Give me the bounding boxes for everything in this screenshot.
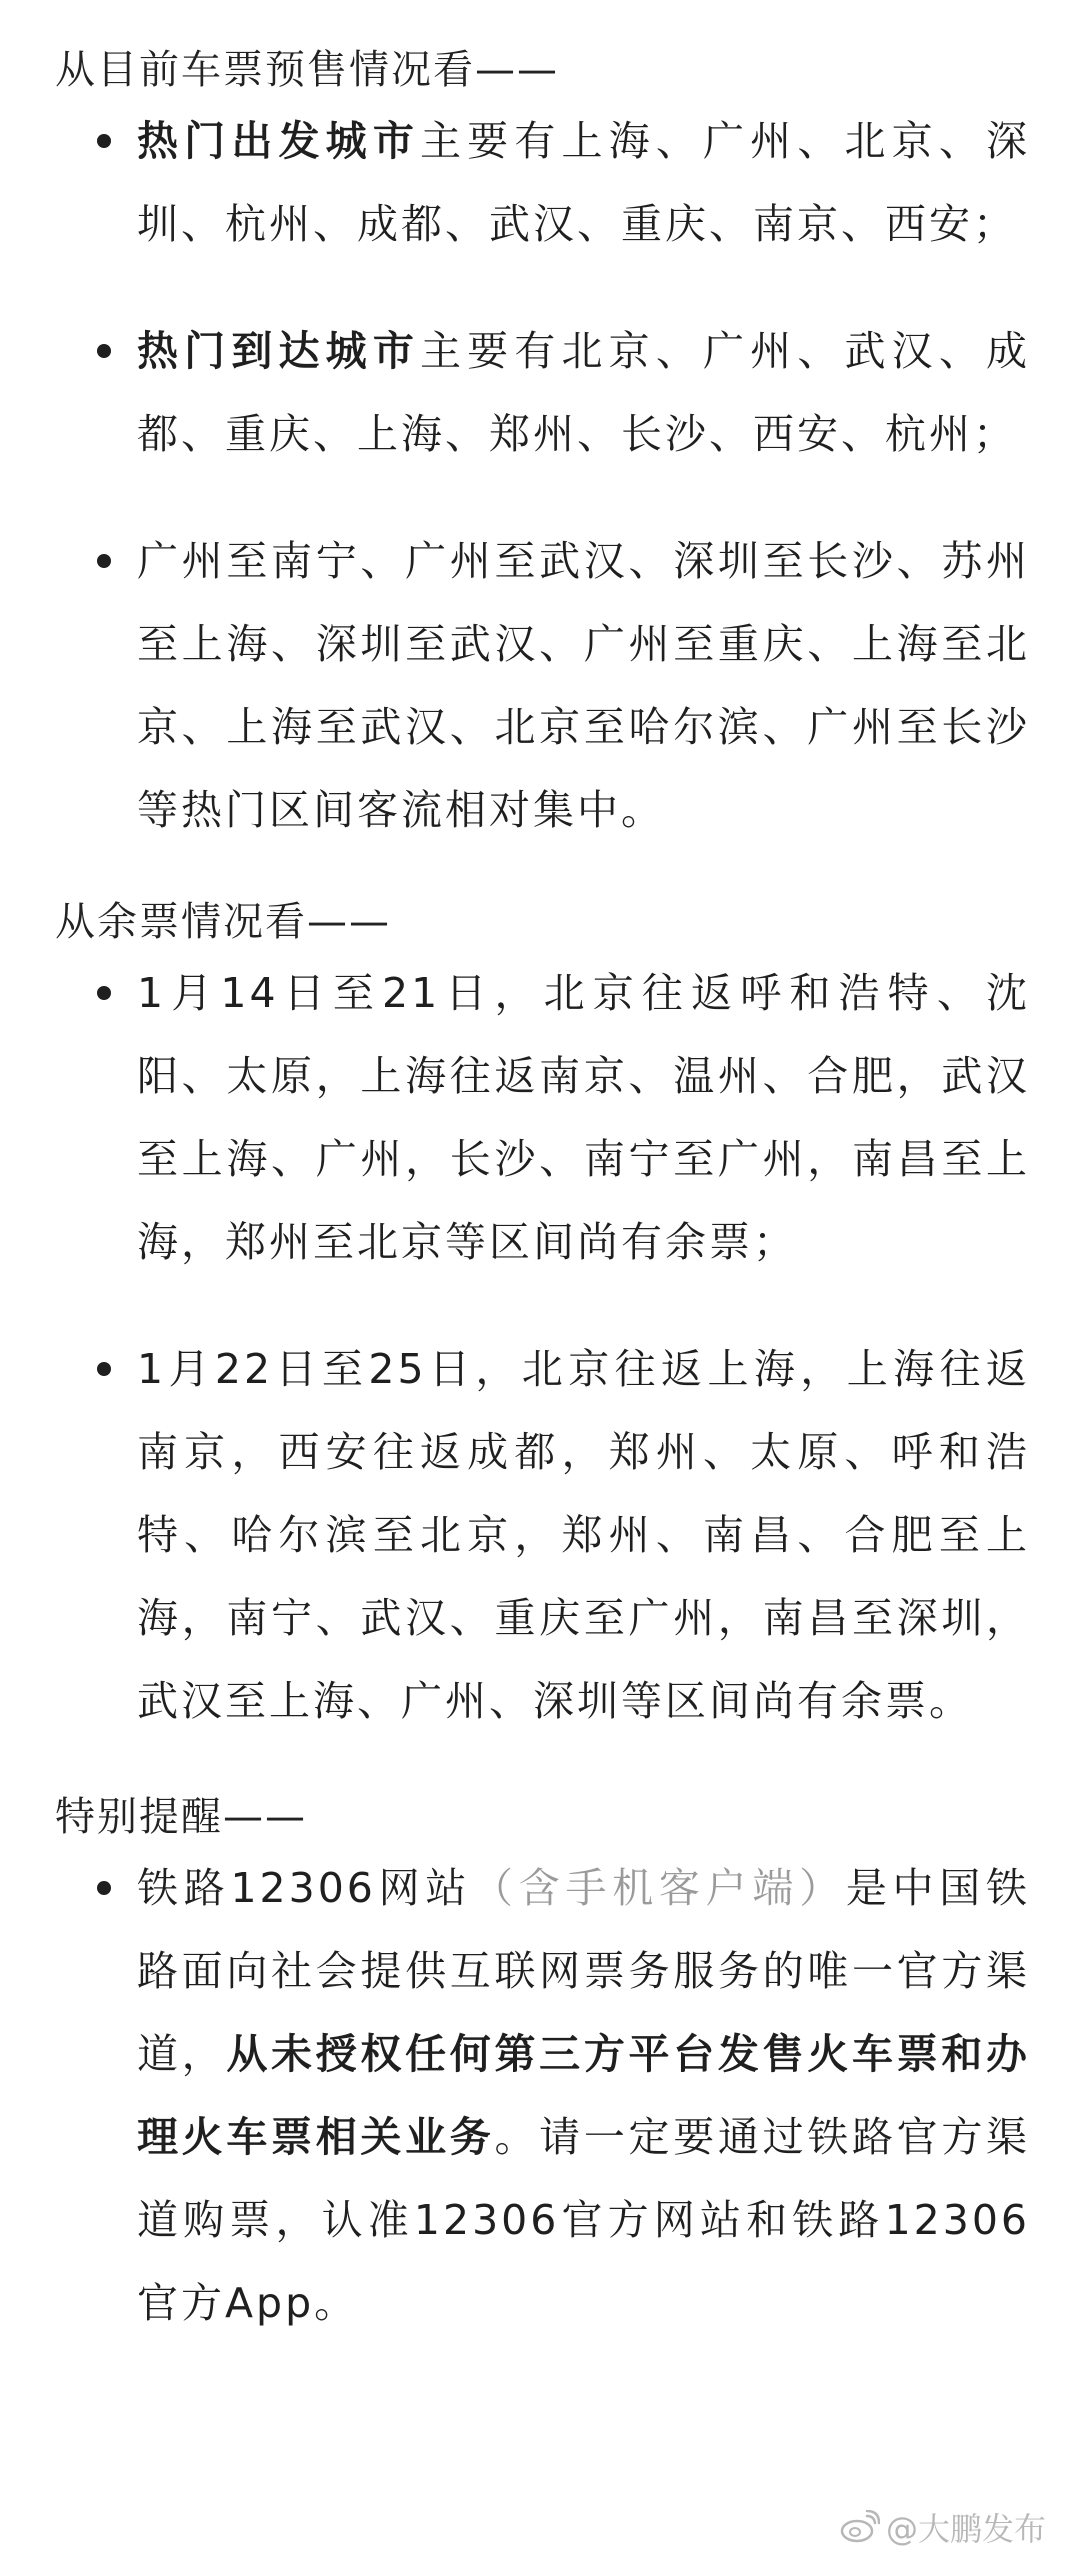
reminder-text-3: 。请一定要通过铁路官方渠道购票，认准12306官方网站和铁路12306官方App。 — [137, 2113, 1031, 2327]
section-heading-remaining: 从余票情况看—— — [55, 899, 391, 945]
list-item — [55, 1847, 1030, 2345]
remaining-tickets-list — [55, 952, 1030, 1743]
reminder-list — [55, 1847, 1030, 2345]
list-item — [55, 1328, 1030, 1743]
reminder-note: （含手机客户端） — [472, 1864, 846, 1912]
watermark-text: @大鹏发布 — [885, 2510, 1046, 2548]
watermark — [840, 2504, 1046, 2550]
list-item-text: 主要有上海、广州、北京、深圳、杭州、成都、武汉、重庆、南京、西安； — [137, 117, 1030, 248]
list-item-text: 1月14日至21日，北京往返呼和浩特、沈阳、太原，上海往返南京、温州、合肥，武汉至上海、广州，长沙、南宁至广州，南昌至上海，郑州至北京等区间尚有余票； — [137, 969, 1030, 1266]
highlight-label: 热门到达城市 — [137, 327, 420, 375]
highlight-label: 热门出发城市 — [137, 117, 420, 165]
article-body — [55, 40, 1030, 2345]
section-heading-presale: 从目前车票预售情况看—— — [55, 47, 559, 93]
list-item — [55, 100, 1030, 266]
list-item-text: 广州至南宁、广州至武汉、深圳至长沙、苏州至上海、深圳至武汉、广州至重庆、上海至北京、上海至武汉、北京至哈尔滨、广州至长沙等热门区间客流相对集中。 — [137, 537, 1030, 834]
reminder-text-1: 铁路12306网站 — [137, 1864, 473, 1912]
list-item — [55, 310, 1030, 476]
section-heading-reminder: 特别提醒—— — [55, 1794, 307, 1840]
list-item — [55, 520, 1030, 852]
reminder-emphasis: 从未授权任何第三方平台发售火车票和办理火车票相关业务 — [137, 2030, 1031, 2161]
list-item — [55, 952, 1030, 1284]
presale-list — [55, 100, 1030, 852]
list-item-text: 主要有北京、广州、武汉、成都、重庆、上海、郑州、长沙、西安、杭州； — [137, 327, 1030, 458]
reminder-text-2: 是中国铁路面向社会提供互联网票务服务的唯一官方渠道， — [137, 1864, 1030, 2078]
weibo-icon — [840, 2510, 880, 2544]
list-item-text: 1月22日至25日，北京往返上海，上海往返南京，西安往返成都，郑州、太原、呼和浩特、哈尔滨至北京，郑州、南昌、合肥至上海，南宁、武汉、重庆至广州，南昌至深圳，武汉至上海、广州、深圳等区间尚有余票。 — [137, 1345, 1030, 1725]
